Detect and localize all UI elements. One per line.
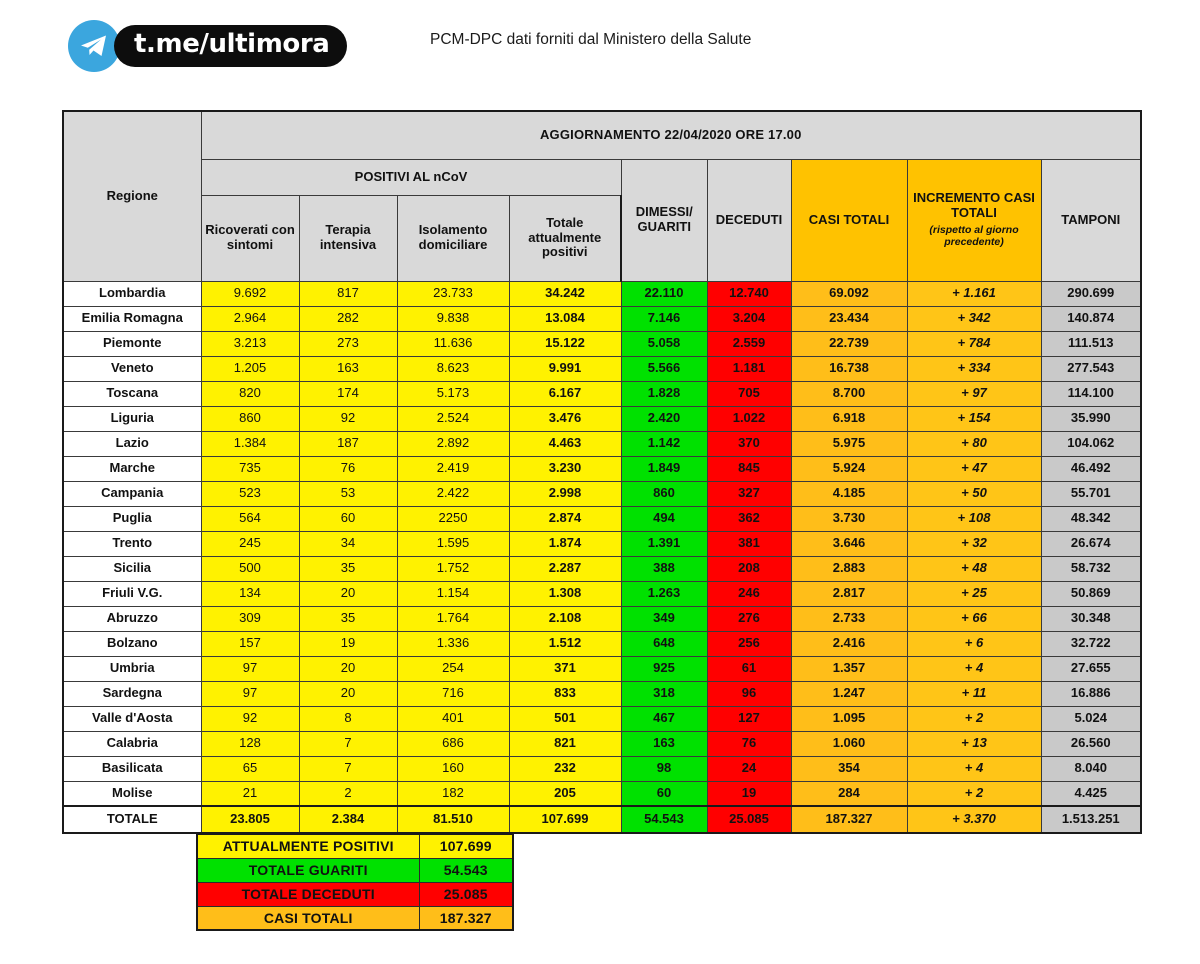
cell-deceduti: 96 <box>707 681 791 706</box>
cell-deceduti: 256 <box>707 631 791 656</box>
cell-isolamento: 8.623 <box>397 356 509 381</box>
telegram-brand[interactable] <box>68 20 347 72</box>
cell-totale-attualmente-positivi: 3.230 <box>509 456 621 481</box>
cell-tamponi: 114.100 <box>1041 381 1141 406</box>
cell-ricoverati: 245 <box>201 531 299 556</box>
cell-dimessi-guariti: 1.263 <box>621 581 707 606</box>
cell-ricoverati: 500 <box>201 556 299 581</box>
cell-ricoverati: 128 <box>201 731 299 756</box>
cell-totale-attualmente-positivi: 2.108 <box>509 606 621 631</box>
cell-regione: Bolzano <box>63 631 201 656</box>
cell-totale-attualmente-positivi: 833 <box>509 681 621 706</box>
header-tamponi: TAMPONI <box>1041 159 1141 281</box>
cell-tamponi: 26.674 <box>1041 531 1141 556</box>
cell-ricoverati: 97 <box>201 656 299 681</box>
cell-deceduti: 25.085 <box>707 806 791 833</box>
cell-deceduti: 24 <box>707 756 791 781</box>
source-note: PCM-DPC dati forniti dal Ministero della Salute <box>430 31 752 48</box>
cell-tamponi: 50.869 <box>1041 581 1141 606</box>
header-isolamento-domiciliare: Isolamento domiciliare <box>397 195 509 281</box>
cell-tamponi: 55.701 <box>1041 481 1141 506</box>
legend-label: TOTALE DECEDUTI <box>197 882 419 906</box>
cell-incremento: + 32 <box>907 531 1041 556</box>
cell-terapia-intensiva: 2.384 <box>299 806 397 833</box>
legend-row <box>197 834 513 858</box>
cell-dimessi-guariti: 60 <box>621 781 707 806</box>
cell-dimessi-guariti: 467 <box>621 706 707 731</box>
header-row-group <box>63 159 1141 195</box>
cell-ricoverati: 134 <box>201 581 299 606</box>
table-row <box>63 506 1141 531</box>
cell-isolamento: 5.173 <box>397 381 509 406</box>
cell-totale-attualmente-positivi: 821 <box>509 731 621 756</box>
header-incremento-note: (rispetto al giorno precedente) <box>929 223 1019 249</box>
cell-ricoverati: 9.692 <box>201 281 299 306</box>
cell-incremento: + 66 <box>907 606 1041 631</box>
header-deceduti: DECEDUTI <box>707 159 791 281</box>
cell-deceduti: 327 <box>707 481 791 506</box>
cell-casi-totali: 1.357 <box>791 656 907 681</box>
table-row <box>63 681 1141 706</box>
cell-regione: Puglia <box>63 506 201 531</box>
cell-regione: Sicilia <box>63 556 201 581</box>
cell-casi-totali: 5.924 <box>791 456 907 481</box>
cell-dimessi-guariti: 2.420 <box>621 406 707 431</box>
table-row <box>63 756 1141 781</box>
cell-regione: Basilicata <box>63 756 201 781</box>
cell-terapia-intensiva: 273 <box>299 331 397 356</box>
cell-ricoverati: 523 <box>201 481 299 506</box>
table-row <box>63 456 1141 481</box>
cell-deceduti: 381 <box>707 531 791 556</box>
cell-ricoverati: 735 <box>201 456 299 481</box>
cell-isolamento: 686 <box>397 731 509 756</box>
cell-regione: Toscana <box>63 381 201 406</box>
cell-terapia-intensiva: 19 <box>299 631 397 656</box>
cell-regione: Molise <box>63 781 201 806</box>
cell-dimessi-guariti: 925 <box>621 656 707 681</box>
cell-ricoverati: 23.805 <box>201 806 299 833</box>
cell-totale-attualmente-positivi: 3.476 <box>509 406 621 431</box>
table-row-totale <box>63 806 1141 833</box>
cell-deceduti: 276 <box>707 606 791 631</box>
cell-regione: Veneto <box>63 356 201 381</box>
legend-label: CASI TOTALI <box>197 906 419 930</box>
cell-isolamento: 9.838 <box>397 306 509 331</box>
cell-casi-totali: 1.060 <box>791 731 907 756</box>
cell-terapia-intensiva: 76 <box>299 456 397 481</box>
cell-totale-attualmente-positivi: 1.874 <box>509 531 621 556</box>
cell-regione: Abruzzo <box>63 606 201 631</box>
header-incremento-main: INCREMENTO CASI TOTALI <box>913 189 1035 220</box>
cell-terapia-intensiva: 35 <box>299 556 397 581</box>
header-terapia-intensiva: Terapia intensiva <box>299 195 397 281</box>
cell-casi-totali: 2.817 <box>791 581 907 606</box>
cell-deceduti: 1.022 <box>707 406 791 431</box>
cell-terapia-intensiva: 8 <box>299 706 397 731</box>
cell-isolamento: 2.419 <box>397 456 509 481</box>
cell-ricoverati: 157 <box>201 631 299 656</box>
cell-dimessi-guariti: 5.566 <box>621 356 707 381</box>
cell-isolamento: 11.636 <box>397 331 509 356</box>
legend-row <box>197 882 513 906</box>
table-row <box>63 381 1141 406</box>
cell-casi-totali: 2.883 <box>791 556 907 581</box>
cell-tamponi: 26.560 <box>1041 731 1141 756</box>
cell-incremento: + 80 <box>907 431 1041 456</box>
cell-isolamento: 23.733 <box>397 281 509 306</box>
cell-ricoverati: 564 <box>201 506 299 531</box>
header-group-positivi: POSITIVI AL nCoV <box>201 159 621 195</box>
summary-legend-wrapper <box>196 833 514 931</box>
cell-regione: Liguria <box>63 406 201 431</box>
cell-casi-totali: 187.327 <box>791 806 907 833</box>
cell-ricoverati: 97 <box>201 681 299 706</box>
summary-legend-body <box>197 834 513 930</box>
cell-regione: Campania <box>63 481 201 506</box>
cell-ricoverati: 2.964 <box>201 306 299 331</box>
header-ricoverati-con-sintomi: Ricoverati con sintomi <box>201 195 299 281</box>
cell-ricoverati: 309 <box>201 606 299 631</box>
cell-totale-attualmente-positivi: 232 <box>509 756 621 781</box>
header-casi-totali: CASI TOTALI <box>791 159 907 281</box>
cell-isolamento: 182 <box>397 781 509 806</box>
cell-regione: Lazio <box>63 431 201 456</box>
cell-totale-attualmente-positivi: 2.998 <box>509 481 621 506</box>
cell-deceduti: 370 <box>707 431 791 456</box>
cell-incremento: + 2 <box>907 781 1041 806</box>
cell-isolamento: 716 <box>397 681 509 706</box>
table-row <box>63 406 1141 431</box>
cell-isolamento: 2.422 <box>397 481 509 506</box>
cell-incremento: + 6 <box>907 631 1041 656</box>
table-row <box>63 481 1141 506</box>
cell-terapia-intensiva: 187 <box>299 431 397 456</box>
cell-dimessi-guariti: 349 <box>621 606 707 631</box>
cell-tamponi: 16.886 <box>1041 681 1141 706</box>
cell-deceduti: 208 <box>707 556 791 581</box>
cell-regione: Emilia Romagna <box>63 306 201 331</box>
cell-casi-totali: 1.247 <box>791 681 907 706</box>
cell-dimessi-guariti: 98 <box>621 756 707 781</box>
cell-incremento: + 11 <box>907 681 1041 706</box>
cell-totale-attualmente-positivi: 1.308 <box>509 581 621 606</box>
cell-totale-attualmente-positivi: 371 <box>509 656 621 681</box>
cell-casi-totali: 3.730 <box>791 506 907 531</box>
header-totale-attualmente-positivi: Totale attualmente positivi <box>509 195 621 281</box>
cell-isolamento: 254 <box>397 656 509 681</box>
cell-terapia-intensiva: 817 <box>299 281 397 306</box>
legend-value: 54.543 <box>419 858 513 882</box>
cell-isolamento: 2.524 <box>397 406 509 431</box>
cell-dimessi-guariti: 1.142 <box>621 431 707 456</box>
cell-casi-totali: 1.095 <box>791 706 907 731</box>
cell-terapia-intensiva: 163 <box>299 356 397 381</box>
cell-regione: Sardegna <box>63 681 201 706</box>
header-dimessi-guariti: DIMESSI/ GUARITI <box>621 159 707 281</box>
cell-ricoverati: 820 <box>201 381 299 406</box>
cell-casi-totali: 22.739 <box>791 331 907 356</box>
legend-row <box>197 906 513 930</box>
cell-terapia-intensiva: 35 <box>299 606 397 631</box>
cell-isolamento: 2250 <box>397 506 509 531</box>
table-row <box>63 731 1141 756</box>
cell-tamponi: 5.024 <box>1041 706 1141 731</box>
cell-dimessi-guariti: 388 <box>621 556 707 581</box>
cell-dimessi-guariti: 860 <box>621 481 707 506</box>
cell-tamponi: 1.513.251 <box>1041 806 1141 833</box>
cell-ricoverati: 21 <box>201 781 299 806</box>
cell-regione: Trento <box>63 531 201 556</box>
cell-isolamento: 2.892 <box>397 431 509 456</box>
cell-terapia-intensiva: 7 <box>299 756 397 781</box>
covid-region-table-wrapper <box>62 110 1140 834</box>
header-row-title <box>63 111 1141 159</box>
cell-tamponi: 58.732 <box>1041 556 1141 581</box>
cell-incremento: + 2 <box>907 706 1041 731</box>
cell-isolamento: 401 <box>397 706 509 731</box>
cell-totale-attualmente-positivi: 4.463 <box>509 431 621 456</box>
cell-isolamento: 1.764 <box>397 606 509 631</box>
cell-dimessi-guariti: 54.543 <box>621 806 707 833</box>
cell-casi-totali: 4.185 <box>791 481 907 506</box>
telegram-plane-icon <box>68 20 120 72</box>
cell-regione: Marche <box>63 456 201 481</box>
cell-totale-attualmente-positivi: 2.287 <box>509 556 621 581</box>
cell-ricoverati: 92 <box>201 706 299 731</box>
table-head <box>63 111 1141 281</box>
cell-regione: Piemonte <box>63 331 201 356</box>
table-row <box>63 631 1141 656</box>
table-row <box>63 306 1141 331</box>
cell-tamponi: 48.342 <box>1041 506 1141 531</box>
cell-casi-totali: 69.092 <box>791 281 907 306</box>
cell-incremento: + 47 <box>907 456 1041 481</box>
cell-terapia-intensiva: 34 <box>299 531 397 556</box>
cell-dimessi-guariti: 494 <box>621 506 707 531</box>
cell-isolamento: 1.752 <box>397 556 509 581</box>
cell-casi-totali: 6.918 <box>791 406 907 431</box>
cell-terapia-intensiva: 174 <box>299 381 397 406</box>
cell-deceduti: 61 <box>707 656 791 681</box>
cell-deceduti: 845 <box>707 456 791 481</box>
cell-totale-attualmente-positivi: 1.512 <box>509 631 621 656</box>
cell-ricoverati: 1.205 <box>201 356 299 381</box>
cell-totale-attualmente-positivi: 501 <box>509 706 621 731</box>
table-body <box>63 281 1141 833</box>
cell-terapia-intensiva: 60 <box>299 506 397 531</box>
cell-regione: Calabria <box>63 731 201 756</box>
cell-deceduti: 1.181 <box>707 356 791 381</box>
cell-incremento: + 3.370 <box>907 806 1041 833</box>
cell-dimessi-guariti: 5.058 <box>621 331 707 356</box>
cell-dimessi-guariti: 318 <box>621 681 707 706</box>
cell-casi-totali: 5.975 <box>791 431 907 456</box>
header-update-title: AGGIORNAMENTO 22/04/2020 ORE 17.00 <box>201 111 1141 159</box>
cell-deceduti: 19 <box>707 781 791 806</box>
telegram-handle-label: t.me/ultimora <box>114 25 347 66</box>
cell-deceduti: 3.204 <box>707 306 791 331</box>
cell-terapia-intensiva: 20 <box>299 681 397 706</box>
cell-totale-attualmente-positivi: 107.699 <box>509 806 621 833</box>
cell-regione: TOTALE <box>63 806 201 833</box>
cell-regione: Lombardia <box>63 281 201 306</box>
cell-tamponi: 290.699 <box>1041 281 1141 306</box>
cell-tamponi: 27.655 <box>1041 656 1141 681</box>
legend-value: 187.327 <box>419 906 513 930</box>
table-row <box>63 581 1141 606</box>
cell-tamponi: 8.040 <box>1041 756 1141 781</box>
table-row <box>63 281 1141 306</box>
cell-isolamento: 1.336 <box>397 631 509 656</box>
table-row <box>63 556 1141 581</box>
cell-terapia-intensiva: 20 <box>299 581 397 606</box>
cell-tamponi: 140.874 <box>1041 306 1141 331</box>
legend-row <box>197 858 513 882</box>
cell-dimessi-guariti: 1.391 <box>621 531 707 556</box>
cell-isolamento: 1.595 <box>397 531 509 556</box>
cell-incremento: + 342 <box>907 306 1041 331</box>
cell-totale-attualmente-positivi: 34.242 <box>509 281 621 306</box>
cell-casi-totali: 284 <box>791 781 907 806</box>
legend-label: TOTALE GUARITI <box>197 858 419 882</box>
cell-ricoverati: 3.213 <box>201 331 299 356</box>
cell-incremento: + 1.161 <box>907 281 1041 306</box>
cell-tamponi: 104.062 <box>1041 431 1141 456</box>
cell-tamponi: 35.990 <box>1041 406 1141 431</box>
cell-dimessi-guariti: 648 <box>621 631 707 656</box>
summary-legend-table <box>196 833 514 931</box>
cell-isolamento: 160 <box>397 756 509 781</box>
legend-value: 107.699 <box>419 834 513 858</box>
cell-casi-totali: 8.700 <box>791 381 907 406</box>
cell-regione: Valle d'Aosta <box>63 706 201 731</box>
cell-totale-attualmente-positivi: 13.084 <box>509 306 621 331</box>
cell-terapia-intensiva: 282 <box>299 306 397 331</box>
legend-label: ATTUALMENTE POSITIVI <box>197 834 419 858</box>
cell-totale-attualmente-positivi: 2.874 <box>509 506 621 531</box>
cell-casi-totali: 354 <box>791 756 907 781</box>
cell-casi-totali: 23.434 <box>791 306 907 331</box>
cell-tamponi: 277.543 <box>1041 356 1141 381</box>
cell-terapia-intensiva: 53 <box>299 481 397 506</box>
cell-isolamento: 81.510 <box>397 806 509 833</box>
cell-totale-attualmente-positivi: 205 <box>509 781 621 806</box>
cell-ricoverati: 65 <box>201 756 299 781</box>
cell-isolamento: 1.154 <box>397 581 509 606</box>
cell-deceduti: 76 <box>707 731 791 756</box>
table-row <box>63 656 1141 681</box>
header-regione: Regione <box>63 111 201 281</box>
cell-totale-attualmente-positivi: 15.122 <box>509 331 621 356</box>
cell-dimessi-guariti: 163 <box>621 731 707 756</box>
cell-deceduti: 705 <box>707 381 791 406</box>
table-row <box>63 606 1141 631</box>
cell-casi-totali: 3.646 <box>791 531 907 556</box>
cell-deceduti: 362 <box>707 506 791 531</box>
cell-incremento: + 13 <box>907 731 1041 756</box>
cell-tamponi: 111.513 <box>1041 331 1141 356</box>
cell-dimessi-guariti: 22.110 <box>621 281 707 306</box>
table-row <box>63 331 1141 356</box>
top-header <box>0 0 1200 100</box>
cell-deceduti: 246 <box>707 581 791 606</box>
table-row <box>63 356 1141 381</box>
cell-tamponi: 4.425 <box>1041 781 1141 806</box>
cell-incremento: + 334 <box>907 356 1041 381</box>
cell-tamponi: 30.348 <box>1041 606 1141 631</box>
cell-incremento: + 154 <box>907 406 1041 431</box>
cell-tamponi: 46.492 <box>1041 456 1141 481</box>
cell-terapia-intensiva: 92 <box>299 406 397 431</box>
cell-tamponi: 32.722 <box>1041 631 1141 656</box>
cell-dimessi-guariti: 1.828 <box>621 381 707 406</box>
header-incremento-casi-totali <box>907 159 1041 281</box>
table-row <box>63 531 1141 556</box>
legend-value: 25.085 <box>419 882 513 906</box>
cell-casi-totali: 16.738 <box>791 356 907 381</box>
cell-terapia-intensiva: 20 <box>299 656 397 681</box>
cell-incremento: + 4 <box>907 656 1041 681</box>
cell-casi-totali: 2.416 <box>791 631 907 656</box>
cell-deceduti: 127 <box>707 706 791 731</box>
table-row <box>63 431 1141 456</box>
covid-region-table <box>62 110 1142 834</box>
cell-deceduti: 12.740 <box>707 281 791 306</box>
cell-incremento: + 48 <box>907 556 1041 581</box>
cell-incremento: + 108 <box>907 506 1041 531</box>
cell-dimessi-guariti: 7.146 <box>621 306 707 331</box>
cell-incremento: + 25 <box>907 581 1041 606</box>
table-row <box>63 706 1141 731</box>
cell-terapia-intensiva: 2 <box>299 781 397 806</box>
cell-ricoverati: 1.384 <box>201 431 299 456</box>
cell-incremento: + 784 <box>907 331 1041 356</box>
cell-deceduti: 2.559 <box>707 331 791 356</box>
cell-incremento: + 50 <box>907 481 1041 506</box>
cell-ricoverati: 860 <box>201 406 299 431</box>
cell-incremento: + 4 <box>907 756 1041 781</box>
cell-casi-totali: 2.733 <box>791 606 907 631</box>
cell-totale-attualmente-positivi: 9.991 <box>509 356 621 381</box>
cell-regione: Friuli V.G. <box>63 581 201 606</box>
cell-regione: Umbria <box>63 656 201 681</box>
cell-incremento: + 97 <box>907 381 1041 406</box>
table-row <box>63 781 1141 806</box>
cell-dimessi-guariti: 1.849 <box>621 456 707 481</box>
cell-terapia-intensiva: 7 <box>299 731 397 756</box>
cell-totale-attualmente-positivi: 6.167 <box>509 381 621 406</box>
